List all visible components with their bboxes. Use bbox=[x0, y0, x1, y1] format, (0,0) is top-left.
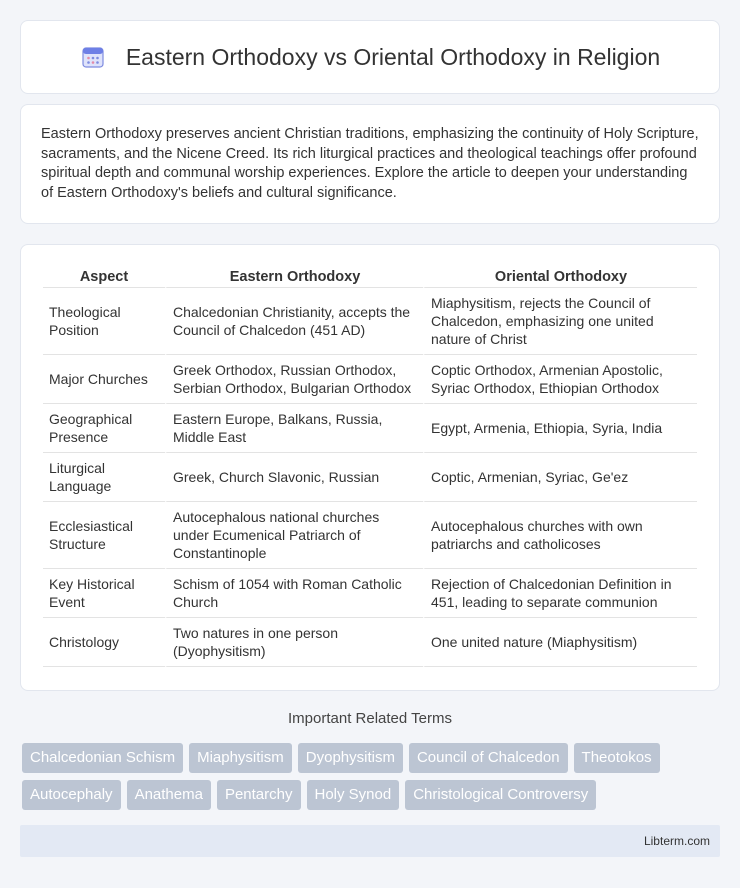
term-tag[interactable]: Dyophysitism bbox=[298, 743, 403, 773]
column-header: Aspect bbox=[43, 265, 165, 288]
comparison-table bbox=[43, 265, 697, 667]
header-card bbox=[20, 20, 720, 94]
term-tag[interactable]: Pentarchy bbox=[217, 780, 301, 810]
comparison-card bbox=[20, 244, 720, 691]
footer bbox=[20, 825, 720, 857]
term-tag[interactable]: Christological Controversy bbox=[405, 780, 596, 810]
table-cell: Coptic, Armenian, Syriac, Ge'ez bbox=[423, 453, 697, 502]
table-row bbox=[43, 569, 697, 618]
table-cell: Major Churches bbox=[43, 355, 165, 404]
table-cell: Theological Position bbox=[43, 288, 165, 355]
table-row bbox=[43, 355, 697, 404]
term-tag[interactable]: Autocephaly bbox=[22, 780, 121, 810]
calendar-icon bbox=[80, 44, 106, 70]
table-header-row bbox=[43, 265, 697, 288]
table-cell: Liturgical Language bbox=[43, 453, 165, 502]
term-tag[interactable]: Theotokos bbox=[574, 743, 660, 773]
column-header: Oriental Orthodoxy bbox=[423, 265, 697, 288]
table-cell: Egypt, Armenia, Ethiopia, Syria, India bbox=[423, 404, 697, 453]
table-row bbox=[43, 453, 697, 502]
table-cell: Greek, Church Slavonic, Russian bbox=[165, 453, 423, 502]
table-cell: Coptic Orthodox, Armenian Apostolic, Syriac Orthodox, Ethiopian Orthodox bbox=[423, 355, 697, 404]
table-cell: Autocephalous churches with own patriarchs and catholicoses bbox=[423, 502, 697, 569]
related-terms-list bbox=[22, 743, 722, 810]
table-cell: Miaphysitism, rejects the Council of Chalcedon, emphasizing one united nature of Christ bbox=[423, 288, 697, 355]
table-cell: Two natures in one person (Dyophysitism) bbox=[165, 618, 423, 667]
term-tag[interactable]: Anathema bbox=[127, 780, 211, 810]
related-terms-title: Important Related Terms bbox=[288, 710, 452, 727]
term-tag[interactable]: Miaphysitism bbox=[189, 743, 292, 773]
table-row bbox=[43, 502, 697, 569]
table-cell: Autocephalous national churches under Ecumenical Patriarch of Constantinople bbox=[165, 502, 423, 569]
table-cell: One united nature (Miaphysitism) bbox=[423, 618, 697, 667]
table-cell: Greek Orthodox, Russian Orthodox, Serbian Orthodox, Bulgarian Orthodox bbox=[165, 355, 423, 404]
table-cell: Christology bbox=[43, 618, 165, 667]
intro-text: Eastern Orthodoxy preserves ancient Christian traditions, emphasizing the continuity of Holy Scripture, sacraments, and the Nicene Creed. Its rich liturgical practices and theological teachings offer profound spiritual depth and communal worship experiences. Explore the article to deepen your understanding of Eastern Orthodoxy's beliefs and cultural significance. bbox=[41, 126, 699, 201]
table-row bbox=[43, 618, 697, 667]
term-tag[interactable]: Chalcedonian Schism bbox=[22, 743, 183, 773]
footer-link[interactable]: Libterm.com bbox=[643, 834, 710, 848]
table-cell: Chalcedonian Christianity, accepts the Council of Chalcedon (451 AD) bbox=[165, 288, 423, 355]
table-cell: Eastern Europe, Balkans, Russia, Middle East bbox=[165, 404, 423, 453]
term-tag[interactable]: Council of Chalcedon bbox=[409, 743, 568, 773]
table-cell: Schism of 1054 with Roman Catholic Church bbox=[165, 569, 423, 618]
table-cell: Geographical Presence bbox=[43, 404, 165, 453]
table-row bbox=[43, 404, 697, 453]
table-row bbox=[43, 288, 697, 355]
table-cell: Ecclesiastical Structure bbox=[43, 502, 165, 569]
table-cell: Key Historical Event bbox=[43, 569, 165, 618]
term-tag[interactable]: Holy Synod bbox=[307, 780, 400, 810]
table-cell: Rejection of Chalcedonian Definition in 451, leading to separate communion bbox=[423, 569, 697, 618]
page-title: Eastern Orthodoxy vs Oriental Orthodoxy in Religion bbox=[125, 43, 661, 70]
intro-card bbox=[20, 104, 720, 224]
column-header: Eastern Orthodoxy bbox=[165, 265, 423, 288]
